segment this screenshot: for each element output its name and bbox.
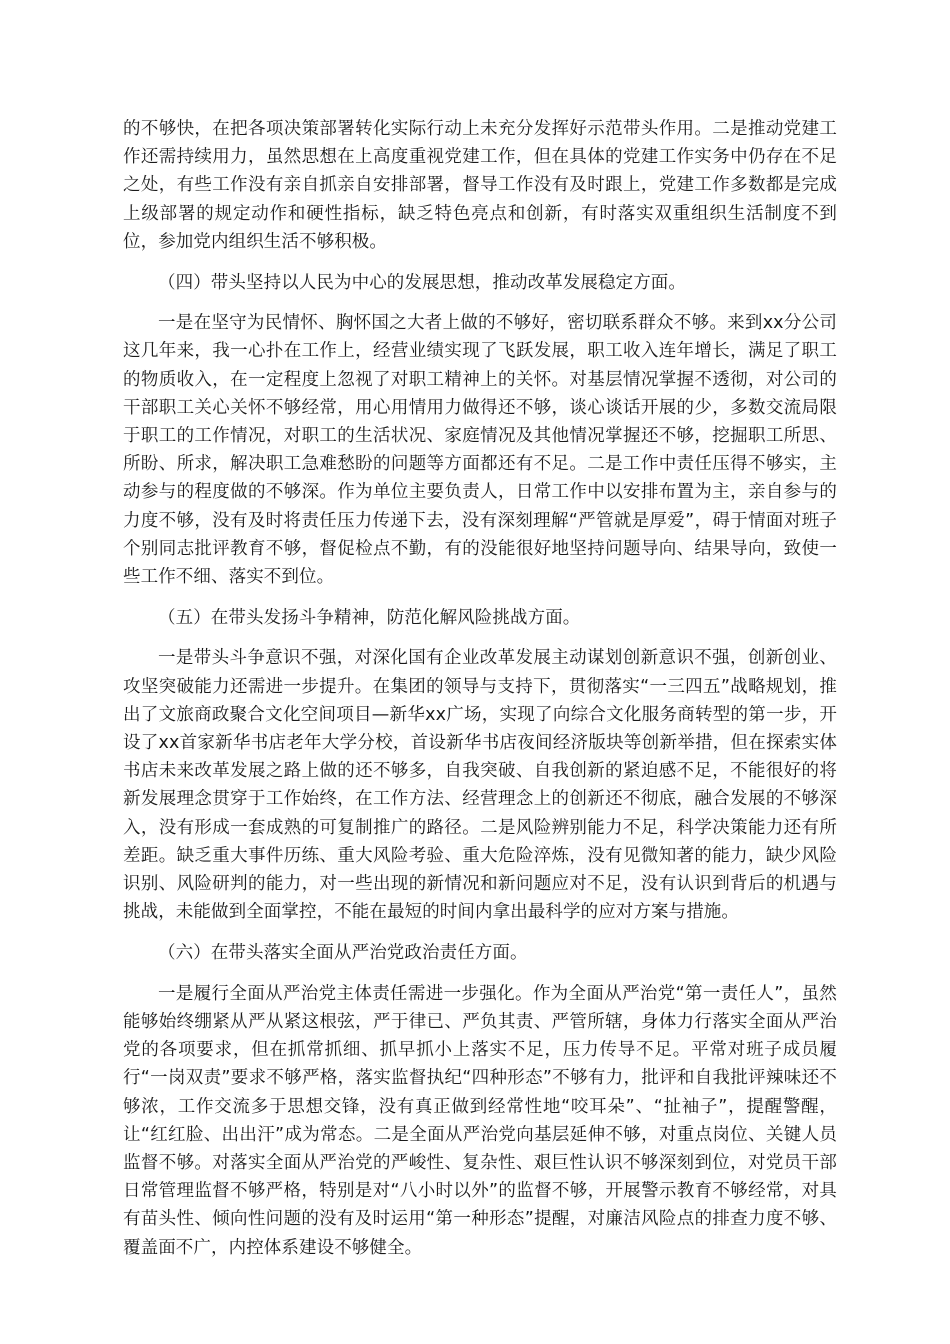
paragraph-continuation: 的不够快，在把各项决策部署转化实际行动上未充分发挥好示范带头作用。二是推动党建工作还需持续用力，虽然思想在上高度重视党建工作，但在具体的党建工作实务中仍存在不足之处，有些工作没有亲自抓亲自安排部署，督导工作没有及时跟上，党建工作多数都是完成上级部署的规定动作和硬性指标，缺乏特色亮点和创新，有时落实双重组织生活制度不到位，参加党内组织生活不够积极。 (123, 119, 837, 252)
section-heading-6: （六）在带头落实全面从严治党政治责任方面。 (158, 942, 528, 963)
section-heading-4: （四）带头坚持以人民为中心的发展思想，推动改革发展稳定方面。 (158, 272, 686, 293)
document-page (123, 115, 837, 1274)
section-heading-5: （五）在带头发扬斗争精神，防范化解风险挑战方面。 (158, 607, 581, 628)
paragraph-section-5: 一是带头斗争意识不强，对深化国有企业改革发展主动谋划创新意识不强，创新创业、攻坚突破能力还需进一步提升。在集团的领导与支持下，贯彻落实“一三四五”战略规划，推出了文旅商政聚合文化空间项目—新华xx广场，实现了向综合文化服务商转型的第一步，开设了xx首家新华书店老年大学分校，首设新华书店夜间经济版块等创新举措，但在探索实体书店未来改革发展之路上做的还不够多，自我突破、自我创新的紧迫感不足，不能很好的将新发展理念贯穿于工作始终，在工作方法、经营理念上的创新还不彻底，融合发展的不够深入，没有形成一套成熟的可复制推广的路径。二是风险辨别能力不足，科学决策能力还有所差距。缺乏重大事件历练、重大风险考验、重大危险淬炼，没有见微知著的能力，缺少风险识别、风险研判的能力，对一些出现的新情况和新问题应对不足，没有认识到背后的机遇与挑战，未能做到全面掌控，不能在最短的时间内拿出最科学的应对方案与措施。 (123, 648, 837, 923)
paragraph-section-4: 一是在坚守为民情怀、胸怀国之大者上做的不够好，密切联系群众不够。来到xx分公司这几年来，我一心扑在工作上，经营业绩实现了飞跃发展，职工收入连年增长，满足了职工的物质收入，在一定程度上忽视了对职工精神上的关怀。对基层情况掌握不透彻，对公司的干部职工关心关怀不够经常，用心用情用力做得还不够，谈心谈话开展的少，多数交流局限于职工的工作情况，对职工的生活状况、家庭情况及其他情况掌握还不够，挖掘职工所思、所盼、所求，解决职工急难愁盼的问题等方面都还有不足。二是工作中责任压得不够实，主动参与的程度做的不够深。作为单位主要负责人，日常工作中以安排布置为主，亲自参与的力度不够，没有及时将责任压力传递下去，没有深刻理解“严管就是厚爱”，碍于情面对班子个别同志批评教育不够，督促检点不勤，有的没能很好地坚持问题导向、结果导向，致使一些工作不细、落实不到位。 (123, 313, 837, 588)
paragraph-section-6: 一是履行全面从严治党主体责任需进一步强化。作为全面从严治党“第一责任人”，虽然能够始终绷紧从严从紧这根弦，严于律已、严负其责、严管所辖，身体力行落实全面从严治党的各项要求，但在抓常抓细、抓早抓小上落实不足，压力传导不足。平常对班子成员履行“一岗双责”要求不够严格，落实监督执纪“四种形态”不够有力，批评和自我批评辣味还不够浓，工作交流多于思想交锋，没有真正做到经常性地“咬耳朵”、“扯袖子”，提醒警醒，让“红红脸、出出汗”成为常态。二是全面从严治党向基层延伸不够，对重点岗位、关键人员监督不够。对落实全面从严治党的严峻性、复杂性、艰巨性认识不够深刻到位，对党员干部日常管理监督不够严格，特别是对“八小时以外”的监督不够，开展警示教育不够经常，对具有苗头性、倾向性问题的没有及时运用“第一种形态”提醒，对廉洁风险点的排查力度不够、覆盖面不广，内控体系建设不够健全。 (123, 983, 837, 1258)
